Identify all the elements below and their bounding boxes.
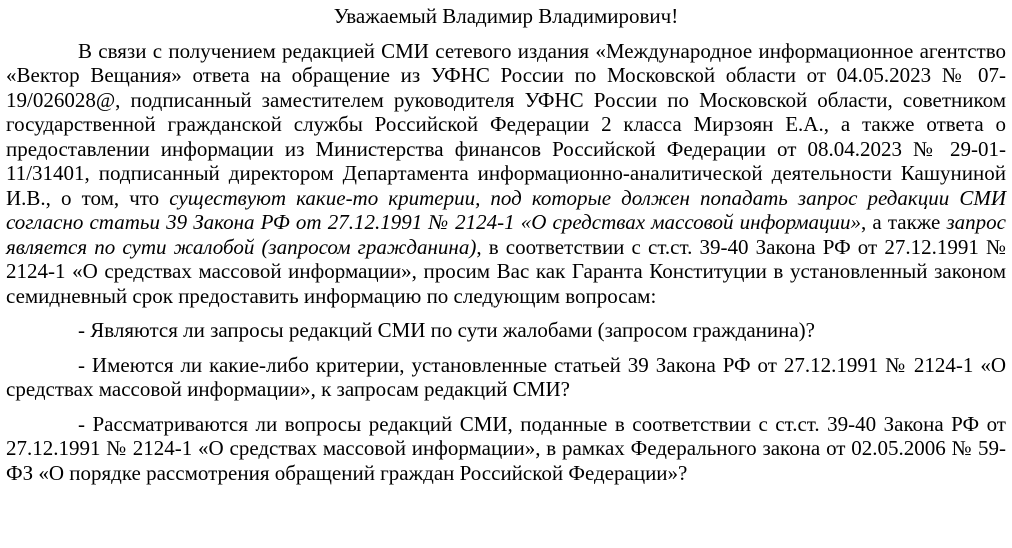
main-paragraph-text-1: В связи с получением редакцией СМИ сетевого издания «Международное информационное агентство «Вектор Вещания» ответа на обращение из УФНС России по Московской области от 04.05.2023 № 07-19/026028@, подписанный заместителем руководителя УФНС России по Московской области, советником государственной гражданской службы Российской Федерации 2 класса Мирзоян Е.А., а также ответа о предоставлении информации из Министерства финансов Российской Федерации от 08.04.2023 № 29-01-11/31401, подписанный директором Департамента информационно-аналитической деятельности Кашуниной И.В., о том, что [6, 38, 1006, 210]
letter-main-paragraph [6, 39, 1006, 309]
main-paragraph-text-3: , в соответствии с ст.ст. 39-40 Закона РФ от 27.12.1991 № 2124-1 «О средствах массовой информации», просим Вас как Гаранта Конституции в установленный законом семидневный срок предоставить информацию по следующим вопросам: [6, 234, 1006, 308]
main-paragraph-italic-2: запрос является по сути жалобой (запросом гражданина) [6, 210, 1006, 259]
main-paragraph-italic-1: существуют какие-то критерии, под которые должен попадать запрос редакции СМИ согласно статьи 39 Закона РФ от 27.12.1991 № 2124-1 «О средствах массовой информации» [6, 185, 1006, 234]
letter-greeting: Уважаемый Владимир Владимирович! [333, 4, 679, 28]
main-paragraph-text-2: , а также [861, 210, 947, 234]
question-item: - Являются ли запросы редакций СМИ по сути жалобами (запросом гражданина)? [78, 318, 815, 342]
question-item: - Имеются ли какие-либо критерии, установленные статьей 39 Закона РФ от 27.12.1991 № 2124-1 «О средствах массовой информации», к запросам редакций СМИ? [6, 352, 1006, 401]
questions-list [6, 318, 1006, 485]
question-item: - Рассматриваются ли вопросы редакций СМИ, поданные в соответствии с ст.ст. 39-40 Закона РФ от 27.12.1991 № 2124-1 «О средствах массовой информации», в рамках Федерального закона от 02.05.2006 № 59-ФЗ «О порядке рассмотрения обращений граждан Российской Федерации»? [6, 411, 1006, 485]
